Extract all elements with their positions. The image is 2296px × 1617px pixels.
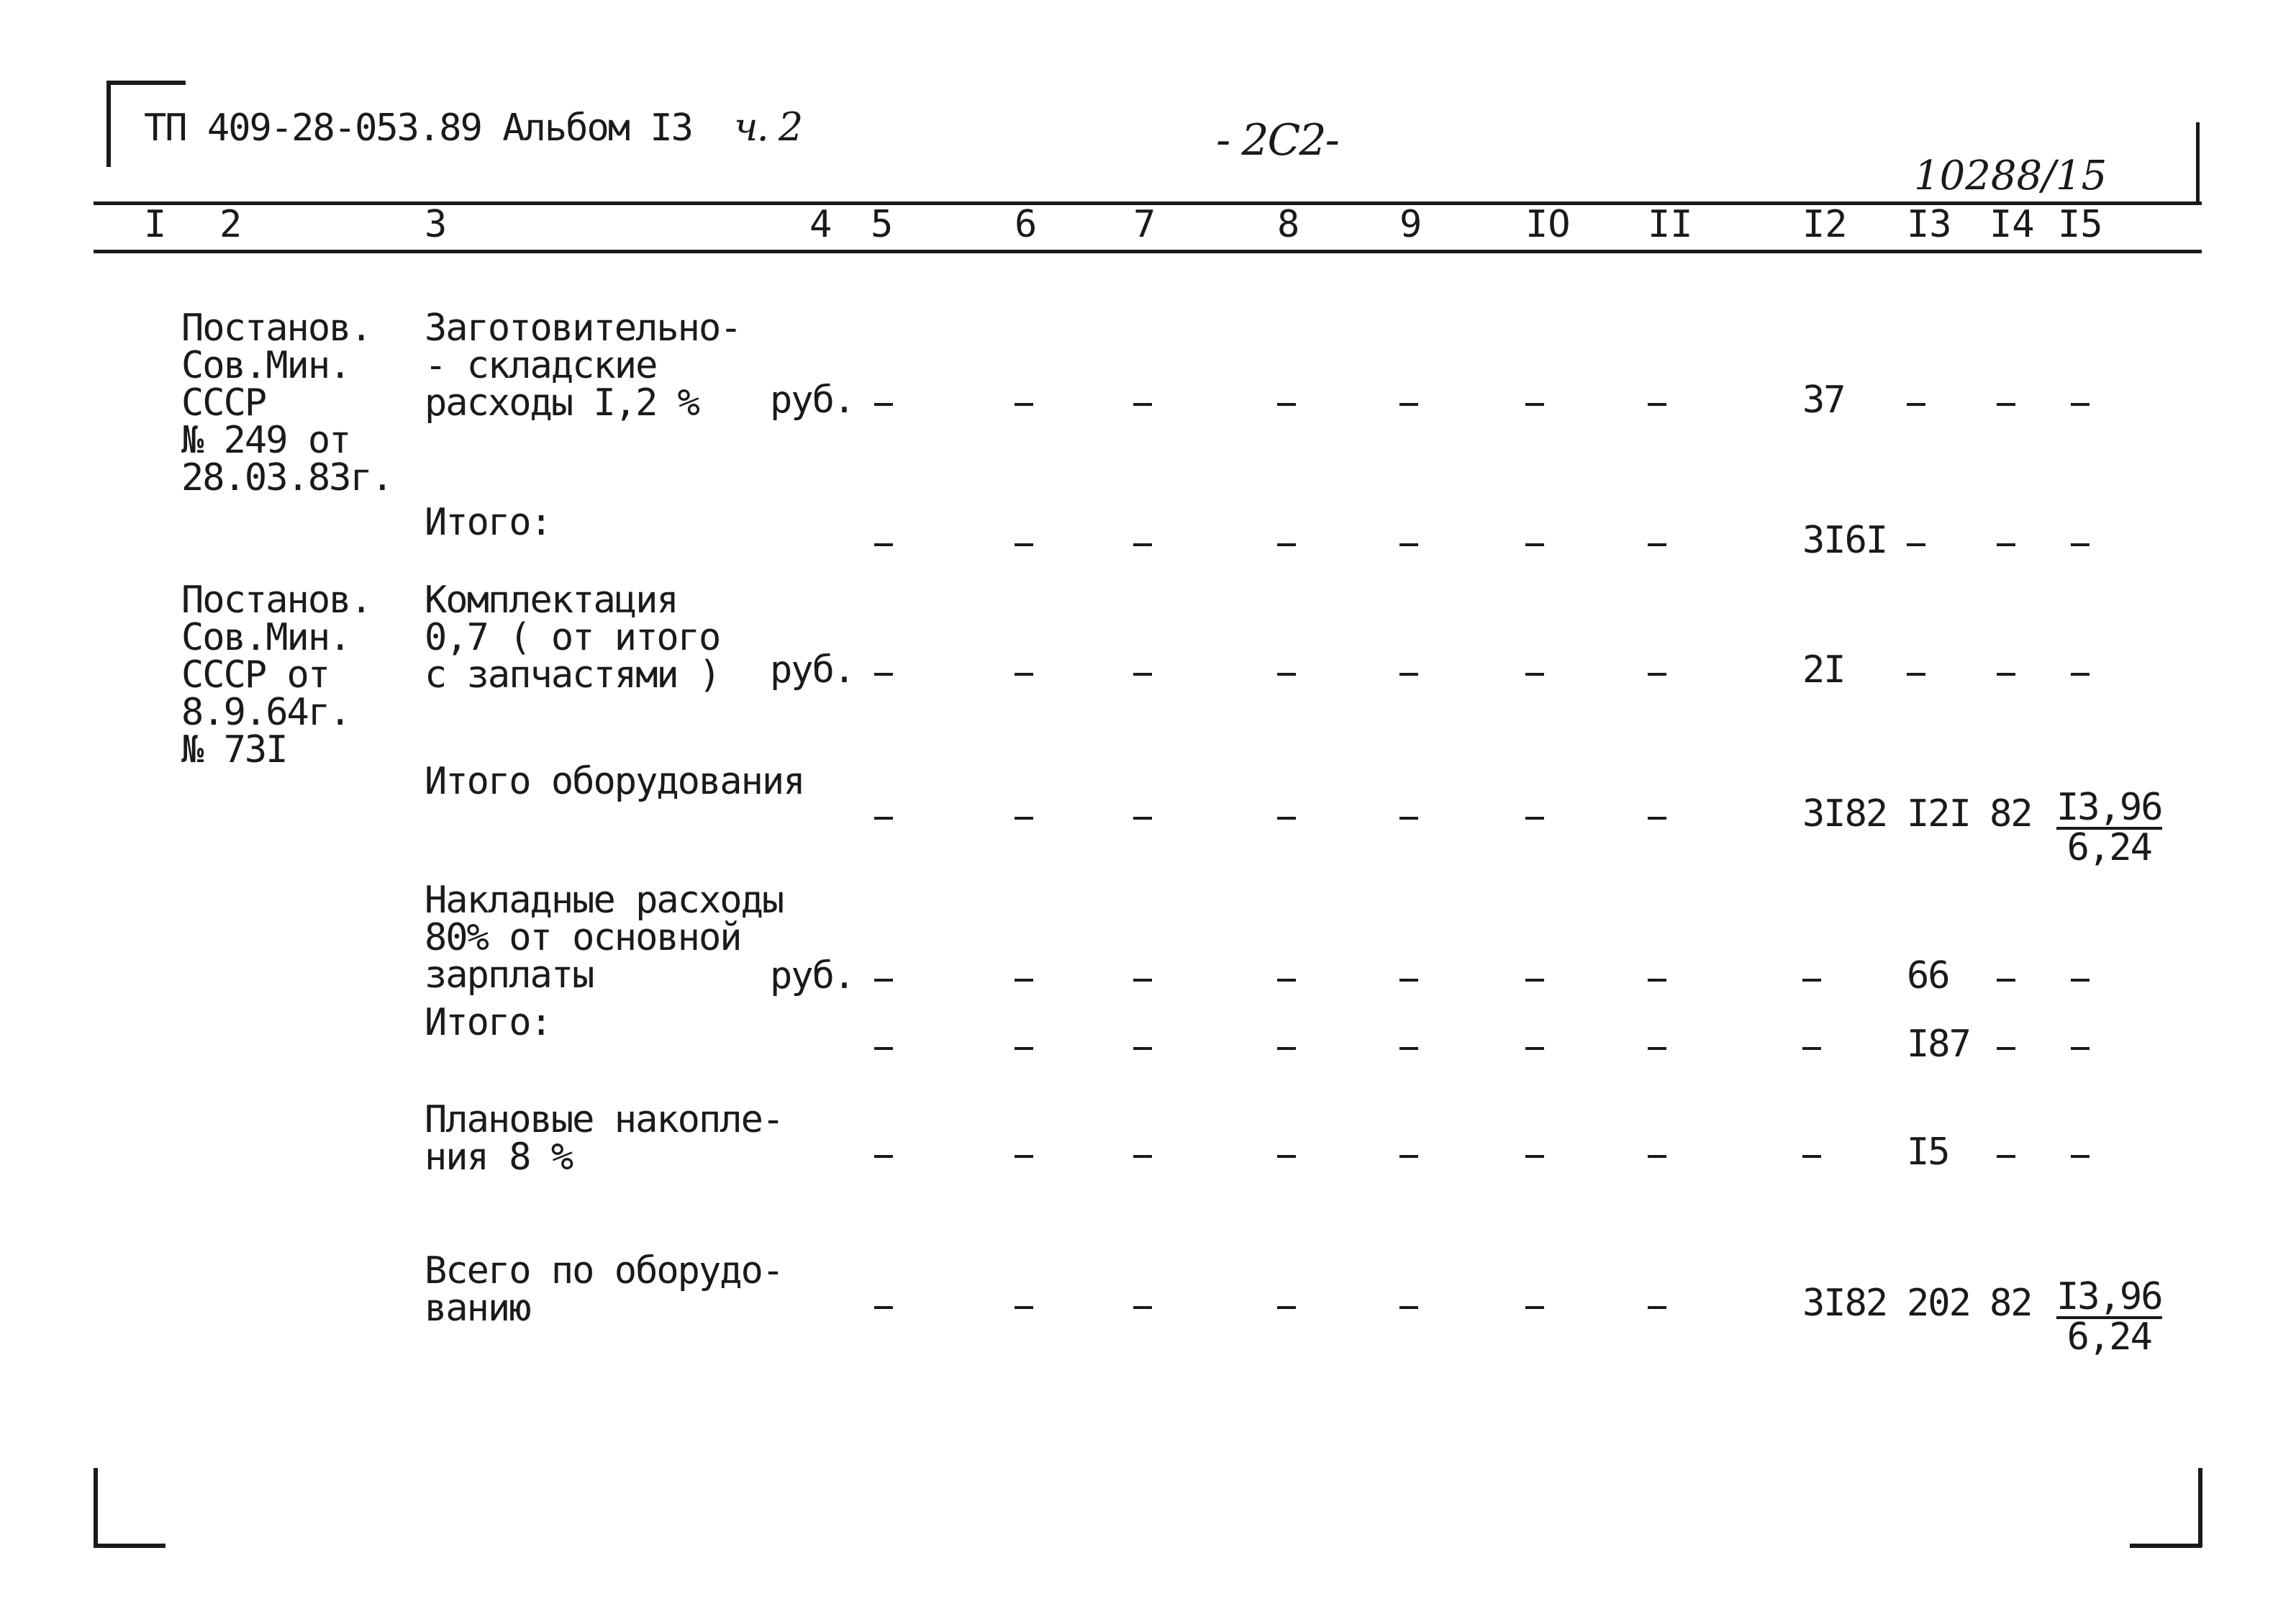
empty-cell-dash — [874, 1306, 893, 1309]
empty-cell-dash — [1015, 1155, 1033, 1158]
row-unit: руб. — [770, 954, 855, 997]
empty-cell-dash — [1277, 673, 1296, 676]
cell-col-13: I87 — [1907, 1023, 1970, 1066]
empty-cell-dash — [1133, 1155, 1152, 1158]
empty-cell-dash — [1399, 543, 1418, 546]
empty-cell-dash — [1997, 1047, 2015, 1050]
empty-cell-dash — [1802, 979, 1821, 982]
empty-cell-dash — [1133, 543, 1152, 546]
empty-cell-dash — [1277, 403, 1296, 406]
column-number: I4 — [1989, 203, 2035, 246]
empty-cell-dash — [2071, 403, 2089, 406]
empty-cell-dash — [1802, 1047, 1821, 1050]
corner-mark-bottom-left-v — [94, 1468, 98, 1547]
empty-cell-dash — [1015, 817, 1033, 820]
empty-cell-dash — [1525, 817, 1544, 820]
empty-cell-dash — [1997, 979, 2015, 982]
cell-col-13: I5 — [1907, 1131, 1949, 1174]
empty-cell-dash — [1015, 673, 1033, 676]
row-name: Плановые накопле- ния 8 % — [425, 1098, 784, 1179]
empty-cell-dash — [1399, 979, 1418, 982]
archive-stamp: 10288/15 — [1914, 153, 2107, 199]
empty-cell-dash — [1399, 1047, 1418, 1050]
row-unit: руб. — [770, 648, 855, 692]
empty-cell-dash — [874, 1047, 893, 1050]
fraction-denominator: 6,24 — [2066, 826, 2151, 869]
empty-cell-dash — [1907, 543, 1925, 546]
empty-cell-dash — [1907, 403, 1925, 406]
cell-col-13: 202 — [1907, 1282, 1970, 1325]
empty-cell-dash — [1525, 979, 1544, 982]
empty-cell-dash — [874, 543, 893, 546]
empty-cell-dash — [874, 979, 893, 982]
row-name: Накладные расходы 80% от основной зарплаты — [425, 879, 784, 997]
corner-mark-bottom-left-h — [94, 1544, 165, 1548]
part-number: ч. 2 — [734, 104, 802, 150]
empty-cell-dash — [2071, 1047, 2089, 1050]
column-number: 9 — [1399, 203, 1422, 246]
empty-cell-dash — [1277, 1155, 1296, 1158]
empty-cell-dash — [2071, 673, 2089, 676]
empty-cell-dash — [1997, 403, 2015, 406]
empty-cell-dash — [1997, 1155, 2015, 1158]
empty-cell-dash — [1648, 1155, 1666, 1158]
row-name: Заготовительно- - складские расходы I,2 % — [425, 307, 741, 425]
row-name: Итого: — [425, 1001, 551, 1044]
empty-cell-dash — [1648, 817, 1666, 820]
empty-cell-dash — [1277, 1306, 1296, 1309]
empty-cell-dash — [874, 403, 893, 406]
column-number: IO — [1525, 203, 1571, 246]
column-number: 6 — [1015, 203, 1038, 246]
empty-cell-dash — [1015, 1306, 1033, 1309]
empty-cell-dash — [874, 817, 893, 820]
empty-cell-dash — [1648, 979, 1666, 982]
corner-mark-top-right-v — [2196, 122, 2200, 201]
column-number: 5 — [871, 203, 894, 246]
empty-cell-dash — [1525, 673, 1544, 676]
empty-cell-dash — [1648, 673, 1666, 676]
cell-col-12: 2I — [1802, 648, 1845, 692]
empty-cell-dash — [1277, 817, 1296, 820]
corner-mark-bottom-right-v — [2198, 1468, 2202, 1547]
cell-col-12: 3I82 — [1802, 1282, 1887, 1325]
empty-cell-dash — [1997, 673, 2015, 676]
empty-cell-dash — [1802, 1155, 1821, 1158]
page-number: - 2С2- — [1216, 115, 1338, 166]
empty-cell-dash — [1133, 673, 1152, 676]
empty-cell-dash — [1525, 1306, 1544, 1309]
empty-cell-dash — [1277, 1047, 1296, 1050]
empty-cell-dash — [1525, 543, 1544, 546]
cell-col-12: 37 — [1802, 379, 1845, 422]
cell-col-14: 82 — [1989, 1282, 2032, 1325]
column-number: 8 — [1277, 203, 1300, 246]
empty-cell-dash — [1133, 979, 1152, 982]
empty-cell-dash — [1133, 817, 1152, 820]
fraction-numerator: I3,96 — [2056, 1275, 2162, 1318]
column-number: 3 — [425, 203, 448, 246]
empty-cell-dash — [2071, 543, 2089, 546]
cell-col-15-fraction — [2056, 1275, 2162, 1359]
cell-col-12: 3I82 — [1802, 792, 1887, 835]
empty-cell-dash — [2071, 979, 2089, 982]
empty-cell-dash — [1997, 543, 2015, 546]
empty-cell-dash — [1648, 1306, 1666, 1309]
empty-cell-dash — [874, 1155, 893, 1158]
corner-mark-bottom-right-h — [2130, 1544, 2202, 1548]
cell-col-13: I2I — [1907, 792, 1970, 835]
empty-cell-dash — [1015, 403, 1033, 406]
empty-cell-dash — [1277, 543, 1296, 546]
row-name: Всего по оборудо- ванию — [425, 1249, 784, 1330]
row-name: Итого: — [425, 501, 551, 544]
fraction-denominator: 6,24 — [2066, 1315, 2151, 1359]
empty-cell-dash — [1525, 403, 1544, 406]
column-number: I2 — [1802, 203, 1848, 246]
empty-cell-dash — [2071, 1155, 2089, 1158]
fraction-numerator: I3,96 — [2056, 786, 2162, 829]
empty-cell-dash — [1015, 543, 1033, 546]
column-number: 4 — [809, 203, 832, 246]
empty-cell-dash — [1133, 1306, 1152, 1309]
empty-cell-dash — [1399, 817, 1418, 820]
empty-cell-dash — [1525, 1155, 1544, 1158]
column-number: II — [1648, 203, 1693, 246]
column-number: 7 — [1133, 203, 1156, 246]
empty-cell-dash — [1525, 1047, 1544, 1050]
empty-cell-dash — [1277, 979, 1296, 982]
row-unit: руб. — [770, 379, 855, 422]
column-number: I5 — [2058, 203, 2103, 246]
empty-cell-dash — [1015, 1047, 1033, 1050]
empty-cell-dash — [1648, 543, 1666, 546]
column-number: I — [144, 203, 167, 246]
document-code: ТП 409-28-053.89 Альбом I3 — [144, 107, 692, 150]
cell-col-13: 66 — [1907, 954, 1949, 997]
corner-mark-top-left-h — [106, 81, 186, 85]
empty-cell-dash — [874, 673, 893, 676]
empty-cell-dash — [1133, 1047, 1152, 1050]
cell-col-15-fraction — [2056, 786, 2162, 869]
empty-cell-dash — [1133, 403, 1152, 406]
header-rule-bottom — [94, 250, 2202, 253]
empty-cell-dash — [1015, 979, 1033, 982]
corner-mark-top-left-v — [106, 81, 111, 167]
empty-cell-dash — [1648, 1047, 1666, 1050]
cell-col-14: 82 — [1989, 792, 2032, 835]
empty-cell-dash — [1399, 1306, 1418, 1309]
empty-cell-dash — [1399, 403, 1418, 406]
row-name: Комплектация 0,7 ( от итого с запчастями ) — [425, 579, 720, 697]
cell-col-12: 3I6I — [1802, 519, 1887, 562]
empty-cell-dash — [1648, 403, 1666, 406]
basis-text-group-1: Постанов. Сов.Мин. СССР № 249 от 28.03.83г. — [181, 307, 393, 499]
empty-cell-dash — [1399, 1155, 1418, 1158]
column-number: I3 — [1907, 203, 1952, 246]
row-name: Итого оборудования — [425, 760, 804, 803]
basis-text-group-2: Постанов. Сов.Мин. СССР от 8.9.64г. № 73I — [181, 579, 371, 771]
empty-cell-dash — [1907, 673, 1925, 676]
column-number: 2 — [219, 203, 242, 246]
empty-cell-dash — [1399, 673, 1418, 676]
